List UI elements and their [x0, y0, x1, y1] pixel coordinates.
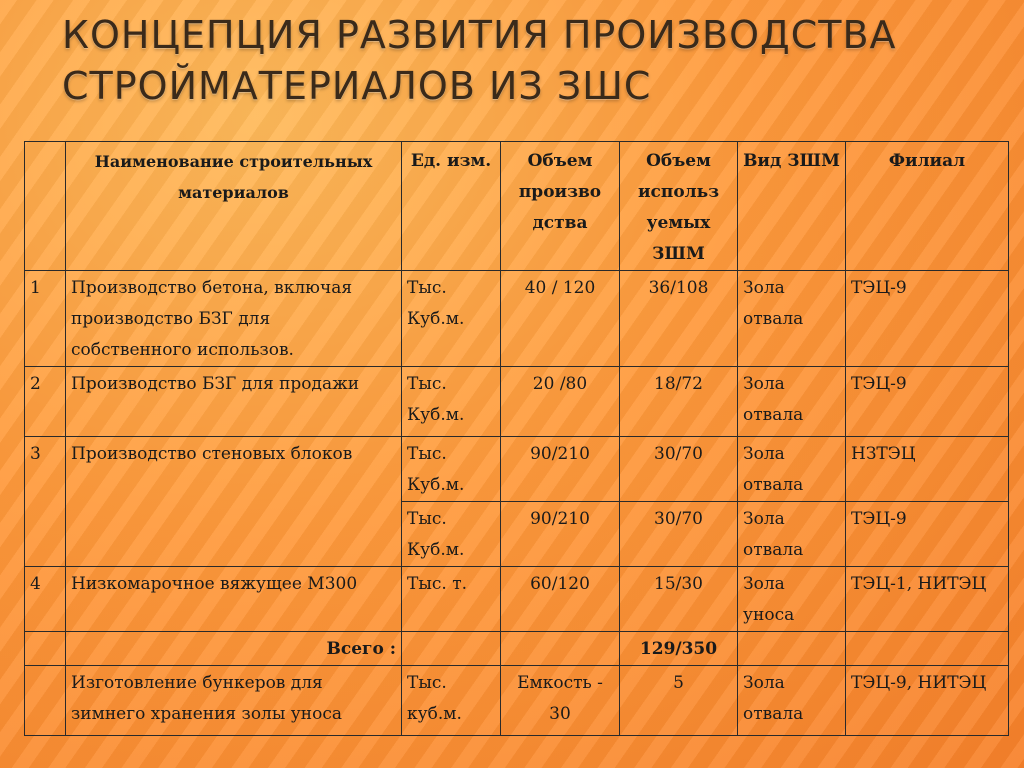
header-unit: Ед. изм.	[402, 142, 501, 271]
row-branch: ТЭЦ-9	[846, 502, 1009, 567]
row-unit: Тыс. Куб.м.	[402, 437, 501, 502]
row-unit: Тыс. т.	[402, 567, 501, 632]
row-branch: ТЭЦ-9	[846, 271, 1009, 367]
row-num: 4	[25, 567, 66, 632]
table-row	[25, 367, 1009, 437]
total-label: Всего :	[66, 632, 402, 666]
row-production-volume: Емкость - 30	[501, 666, 620, 736]
row-name: Производство БЗГ для продажи	[66, 367, 402, 437]
row-unit: Тыс. Куб.м.	[402, 502, 501, 567]
row-branch: ТЭЦ-9, НИТЭЦ	[846, 666, 1009, 736]
row-used-volume: 5	[620, 666, 738, 736]
total-used-volume: 129/350	[620, 632, 738, 666]
header-production-volume: Объем произво дства	[501, 142, 620, 271]
row-branch: НЗТЭЦ	[846, 437, 1009, 502]
row-used-volume: 18/72	[620, 367, 738, 437]
row-used-volume: 36/108	[620, 271, 738, 367]
row-name: Изготовление бункеров для зимнего хранения золы уноса	[66, 666, 402, 736]
row-branch: ТЭЦ-9	[846, 367, 1009, 437]
table-row	[25, 437, 1009, 502]
row-ash-type: Зола отвала	[738, 666, 846, 736]
table-header-row	[25, 142, 1009, 271]
row-production-volume: 90/210	[501, 502, 620, 567]
slide-title-line-1: КОНЦЕПЦИЯ РАЗВИТИЯ ПРОИЗВОДСТВА	[62, 13, 897, 57]
table-row	[25, 666, 1009, 736]
row-used-volume: 30/70	[620, 437, 738, 502]
row-unit: Тыс. Куб.м.	[402, 271, 501, 367]
slide-title	[62, 10, 1002, 112]
row-num: 3	[25, 437, 66, 567]
total-empty-ash-type	[738, 632, 846, 666]
row-ash-type: Зола отвала	[738, 502, 846, 567]
header-branch: Филиал	[846, 142, 1009, 271]
table-row	[25, 271, 1009, 367]
slide-title-line-2: СТРОЙМАТЕРИАЛОВ ИЗ ЗШС	[62, 64, 652, 108]
row-production-volume: 90/210	[501, 437, 620, 502]
total-empty-production	[501, 632, 620, 666]
row-unit: Тыс. Куб.м.	[402, 367, 501, 437]
row-used-volume: 30/70	[620, 502, 738, 567]
total-empty-branch	[846, 632, 1009, 666]
total-row	[25, 632, 1009, 666]
row-ash-type: Зола уноса	[738, 567, 846, 632]
row-name: Производство стеновых блоков	[66, 437, 402, 567]
row-num: 1	[25, 271, 66, 367]
row-name: Производство бетона, включая производство БЗГ для собственного использов.	[66, 271, 402, 367]
row-branch: ТЭЦ-1, НИТЭЦ	[846, 567, 1009, 632]
row-name: Низкомарочное вяжущее М300	[66, 567, 402, 632]
row-ash-type: Зола отвала	[738, 367, 846, 437]
header-num	[25, 142, 66, 271]
row-num	[25, 666, 66, 736]
row-ash-type: Зола отвала	[738, 437, 846, 502]
row-used-volume: 15/30	[620, 567, 738, 632]
row-ash-type: Зола отвала	[738, 271, 846, 367]
row-production-volume: 40 / 120	[501, 271, 620, 367]
materials-table	[24, 141, 1009, 736]
row-production-volume: 20 /80	[501, 367, 620, 437]
row-unit: Тыс. куб.м.	[402, 666, 501, 736]
header-ash-type: Вид ЗШМ	[738, 142, 846, 271]
row-production-volume: 60/120	[501, 567, 620, 632]
total-empty-num	[25, 632, 66, 666]
row-num: 2	[25, 367, 66, 437]
header-used-volume: Объем использ уемых ЗШМ	[620, 142, 738, 271]
total-empty-unit	[402, 632, 501, 666]
header-name: Наименование строительных материалов	[66, 142, 402, 271]
table-row	[25, 567, 1009, 632]
